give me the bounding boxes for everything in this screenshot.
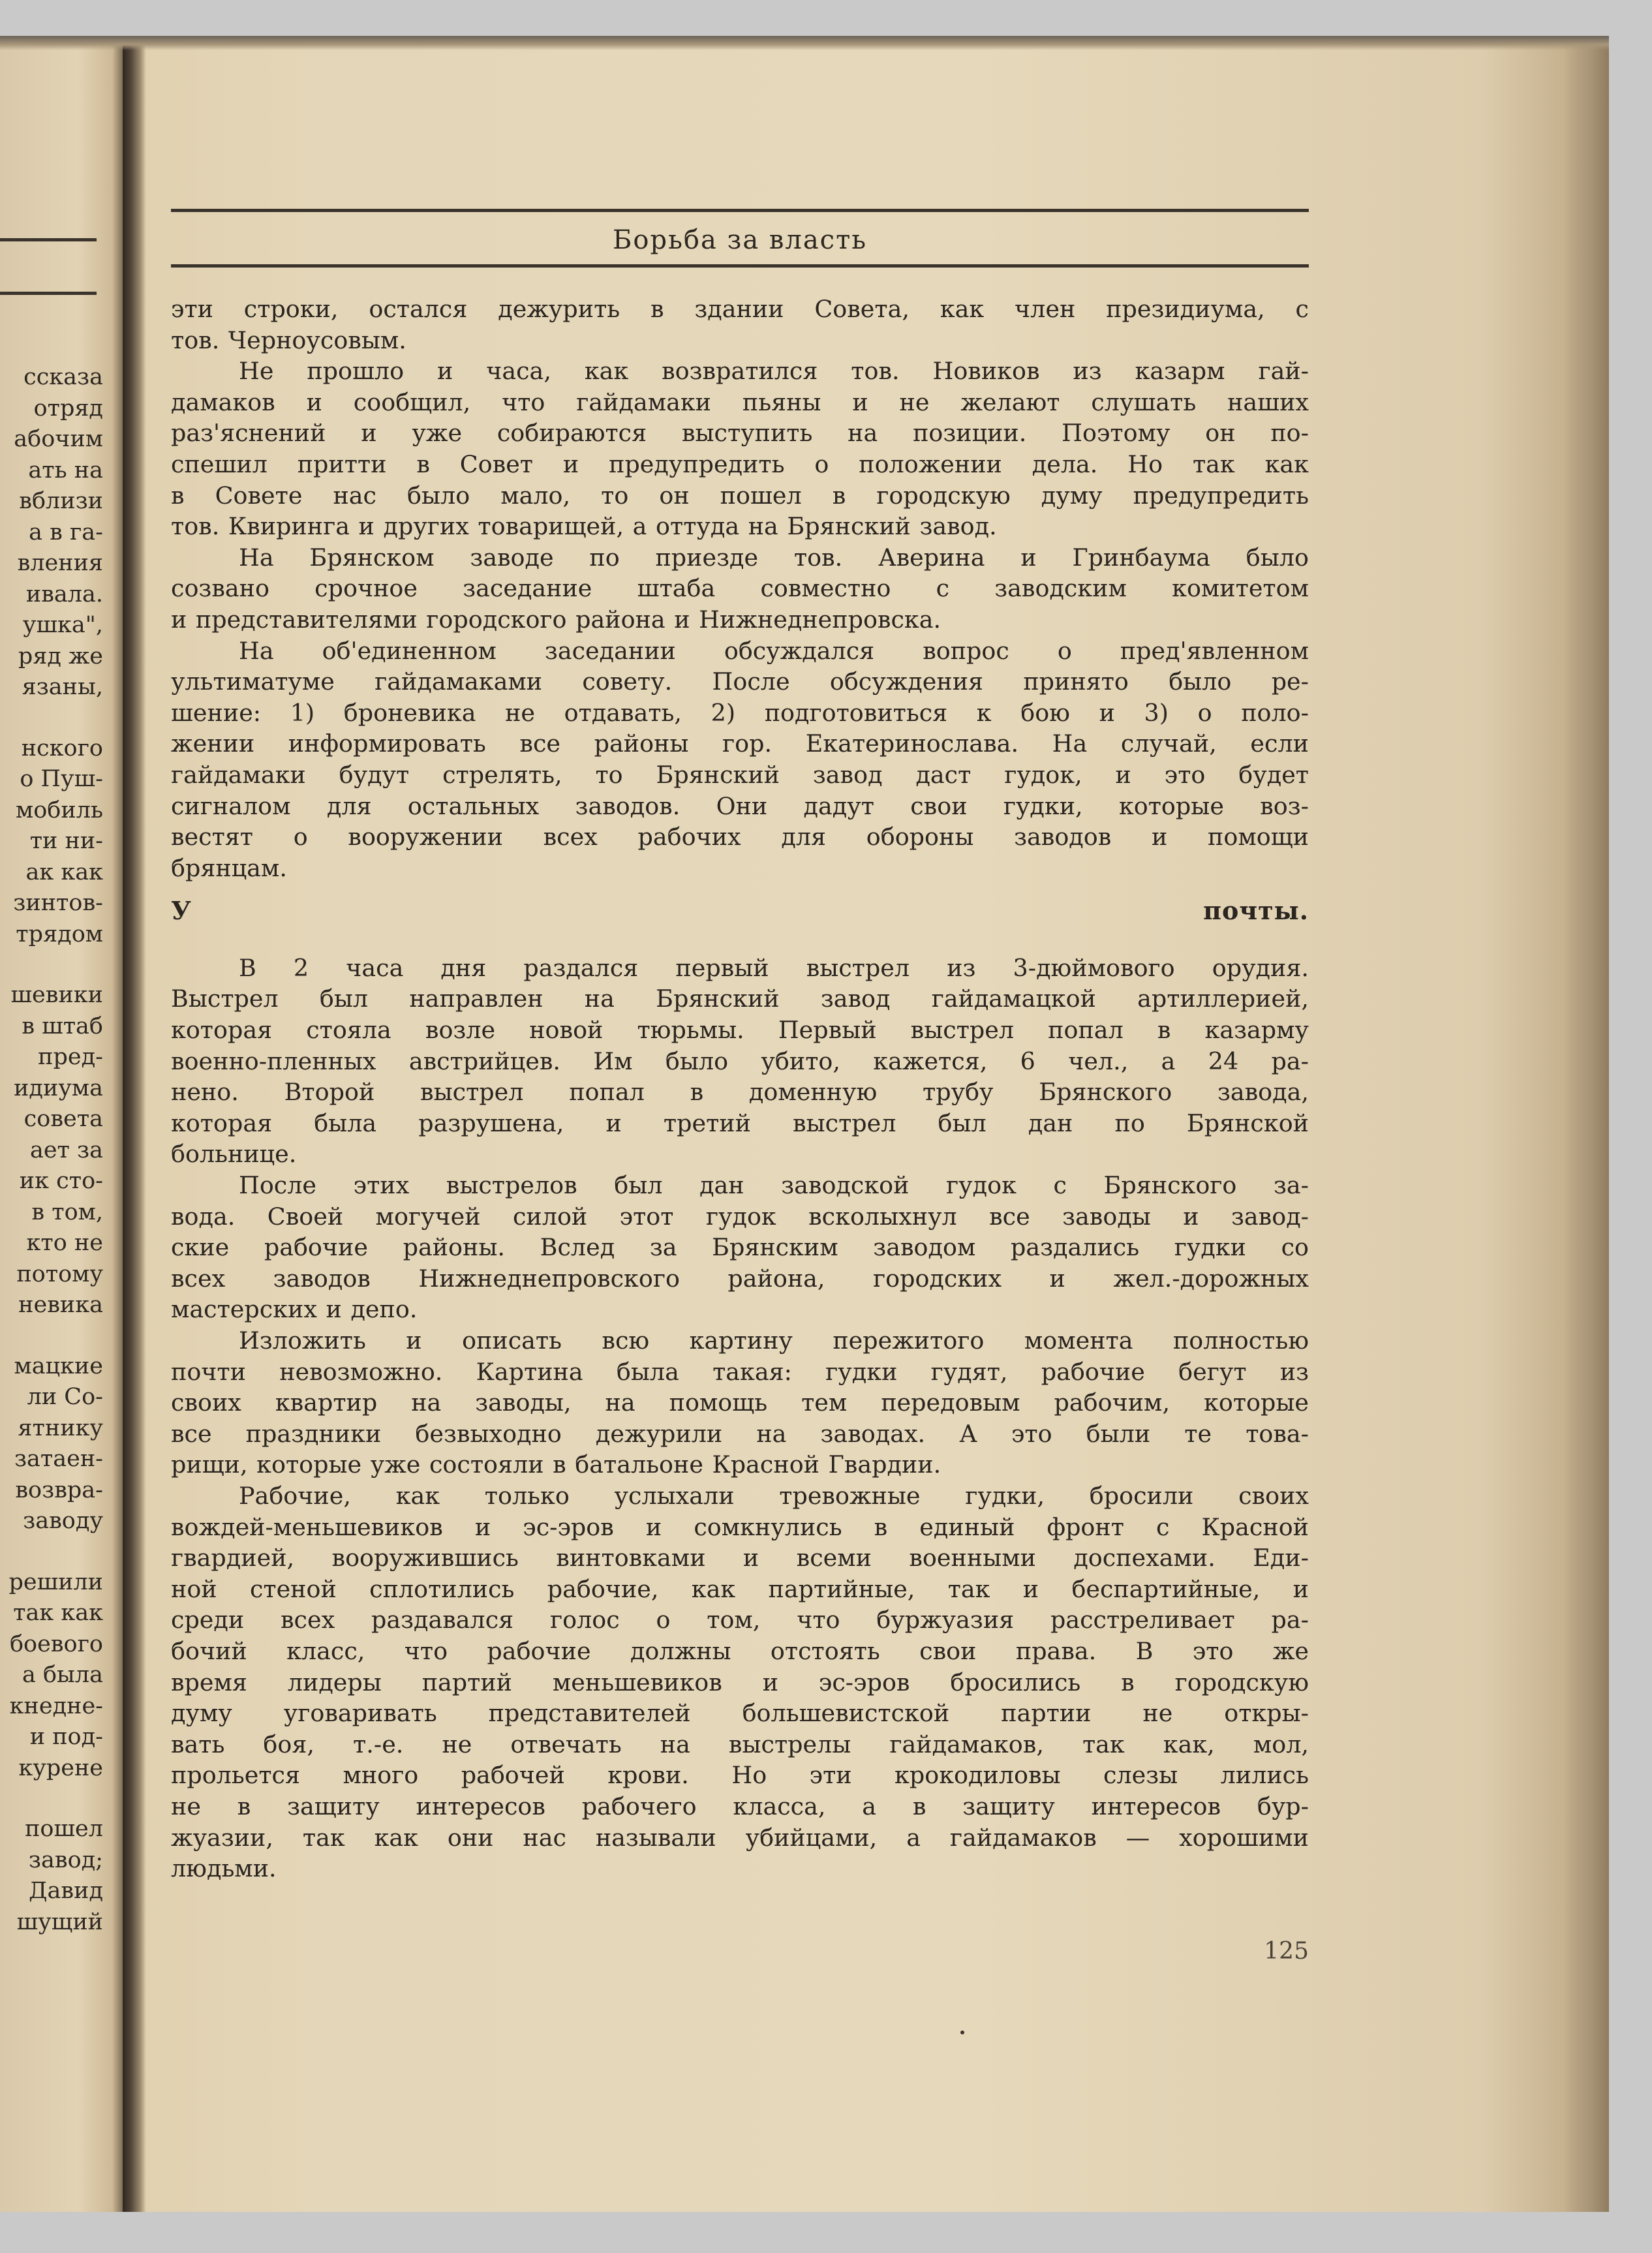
left-page-line: вления: [17, 550, 103, 576]
paragraph: [171, 294, 1309, 356]
text-line: прольется много рабочей крови. Но эти крокодиловы слезы лились: [171, 1761, 1309, 1790]
left-page-line: трядом: [16, 921, 103, 947]
text-line: время лидеры партий меньшевиков и эс-эров бросились в городскую: [171, 1668, 1309, 1696]
left-page-line: пред-: [38, 1044, 103, 1070]
running-title: Борьба за власть: [613, 225, 867, 255]
text-line: Рабочие, как только услыхали тревожные гудки, бросили своих: [239, 1481, 1309, 1510]
text-line: всех заводов Нижнеднепровского района, городских и жел.-дорожных: [171, 1264, 1309, 1293]
right-page: [171, 209, 1309, 1965]
left-page-line: боевого: [9, 1631, 103, 1657]
text-line: эти строки, остался дежурить в здании Совета, как член президиума, с: [171, 295, 1309, 323]
left-page-line: затаен-: [14, 1446, 103, 1472]
left-page-line: в штаб: [22, 1013, 103, 1039]
text-line: Изложить и описать всю картину пережитого момента полностью: [239, 1326, 1309, 1355]
left-page-line: ает за: [29, 1137, 103, 1163]
left-page-line: завод;: [28, 1847, 103, 1873]
text-line: сигналом для остальных заводов. Они дадут свои гудки, которые воз-: [171, 791, 1309, 820]
left-page-line: кто не: [26, 1230, 103, 1256]
text-line: жуазии, так как они нас называли убийцами, а гайдамаков — хорошими: [171, 1823, 1309, 1852]
left-page-line: ряд же: [18, 643, 103, 669]
text-line: ной стеной сплотились рабочие, как партийные, так и беспартийные, и: [171, 1574, 1309, 1603]
left-page-line: ак как: [25, 859, 103, 885]
left-page-text-fragments: [0, 362, 103, 1938]
left-page-line: невика: [18, 1292, 103, 1318]
text-line: которая стояла возле новой тюрьмы. Первый выстрел попал в казарму: [171, 1016, 1309, 1045]
text-line: вать боя, т.-е. не отвечать на выстрелы гайдамаков, так как, мол,: [171, 1730, 1309, 1758]
left-page-line: шевики: [10, 982, 103, 1008]
left-page-line: ивала.: [25, 581, 103, 607]
left-page-line: и под-: [29, 1724, 103, 1750]
left-page-line: решили: [8, 1569, 103, 1595]
text-line: больнице.: [171, 1140, 297, 1169]
paragraph: [171, 1325, 1309, 1480]
text-line: людьми.: [171, 1854, 277, 1883]
text-line: вождей-меньшевиков и эс-эров и сомкнулись в единый фронт с Красной: [171, 1512, 1309, 1541]
book-gutter: [123, 36, 146, 2212]
left-page-rule: [0, 238, 97, 241]
left-page-gap: [0, 1537, 103, 1567]
text-line: тов. Черноусовым.: [171, 326, 406, 354]
text-line: ские рабочие районы. Вслед за Брянским заводом раздались гудки со: [171, 1233, 1309, 1262]
left-page-line: идиума: [14, 1075, 103, 1101]
left-page-line: нского: [21, 735, 103, 761]
left-page-line: ать на: [28, 457, 103, 483]
text-line: раз'яснений и уже собираются выступить на позиции. Поэтому он по-: [171, 419, 1309, 448]
left-page-line: заводу: [23, 1508, 103, 1534]
left-page-line: потому: [16, 1261, 103, 1287]
left-page-rule: [0, 292, 97, 295]
left-page-line: мобиль: [16, 797, 103, 823]
text-line: почти невозможно. Картина была такая: гудки гудят, рабочие бегут из: [171, 1357, 1309, 1386]
left-page-line: ссказа: [23, 364, 103, 390]
left-page-line: ти ни-: [29, 828, 103, 854]
text-line: В 2 часа дня раздался первый выстрел из 3-дюймового орудия.: [239, 953, 1309, 982]
text-line: мастерских и депо.: [171, 1295, 418, 1324]
left-page-line: а в га-: [29, 519, 103, 545]
left-page-line: шущий: [16, 1908, 103, 1935]
paragraphs-before-section: [171, 294, 1309, 883]
left-page-line: отряд: [33, 395, 103, 421]
left-page-line: в том,: [31, 1199, 103, 1225]
left-page-line: кнедне-: [9, 1693, 103, 1719]
paragraph: [171, 542, 1309, 636]
left-page-line: абочим: [14, 426, 103, 452]
text-line: дамаков и сообщил, что гайдамаки пьяны и не желают слушать наших: [171, 388, 1309, 416]
text-line: рищи, которые уже состояли в батальоне Красной Гвардии.: [171, 1450, 941, 1479]
text-line: тов. Квиринга и других товарищей, а оттуда на Брянский завод.: [171, 512, 997, 541]
left-page-line: пошел: [25, 1816, 103, 1842]
print-speck: [960, 2031, 964, 2034]
left-page-line: ли Со-: [27, 1384, 103, 1410]
page-number: 125: [1264, 1938, 1309, 1965]
left-page-line: возвра-: [15, 1477, 103, 1503]
left-page-line: совета: [23, 1106, 103, 1132]
left-page-line: Давид: [29, 1878, 103, 1904]
paragraph: [171, 636, 1309, 884]
left-page-gap: [0, 950, 103, 980]
top-edge-shadow: [0, 36, 1609, 50]
text-line: На об'единенном заседании обсуждался вопрос о пред'явленном: [239, 636, 1309, 665]
left-page-line: а была: [22, 1662, 103, 1688]
left-page-line: ушка",: [22, 612, 103, 638]
left-page-line: так как: [13, 1600, 103, 1626]
text-line: гвардией, вооружившись винтовками и всеми военными доспехами. Еди-: [171, 1544, 1309, 1572]
text-line: Выстрел был направлен на Брянский завод гайдамацкой артиллерией,: [171, 985, 1309, 1013]
page-edge-shadow: [1563, 36, 1609, 2212]
section-title: У почты.: [171, 896, 1309, 926]
text-line: гайдамаки будут стрелять, то Брянский завод даст гудок, и это будет: [171, 760, 1309, 789]
paragraph: [171, 953, 1309, 1170]
text-line: созвано срочное заседание штаба совместно с заводским комитетом: [171, 574, 1309, 603]
text-line: среди всех раздавался голос о том, что буржуазия расстреливает ра-: [171, 1606, 1309, 1634]
left-page-line: вблизи: [19, 488, 103, 514]
text-line: своих квартир на заводы, на помощь тем передовым рабочим, которые: [171, 1388, 1309, 1417]
text-line: которая была разрушена, и третий выстрел был дан по Брянской: [171, 1109, 1309, 1137]
left-page-line: о Пуш-: [20, 766, 103, 792]
left-page-line: язаны,: [22, 674, 103, 700]
left-page-line: зинтов-: [13, 890, 103, 916]
left-page-line: курене: [18, 1755, 103, 1781]
text-line: думу уговаривать представителей большевистской партии не откры-: [171, 1699, 1309, 1728]
left-page-gap: [0, 1784, 103, 1814]
left-page-gap: [0, 1321, 103, 1351]
text-line: и представителями городского района и Нижнеднепровска.: [171, 605, 941, 634]
text-line: спешил притти в Совет и предупредить о положении дела. Но так как: [171, 450, 1309, 478]
text-line: все праздники безвыходно дежурили на заводах. А это были те това-: [171, 1419, 1309, 1448]
page-body: [171, 294, 1309, 1884]
header-rule-bottom: [171, 264, 1309, 268]
text-line: не в защиту интересов рабочего класса, а в защиту интересов бур-: [171, 1792, 1309, 1820]
paragraph: [171, 1480, 1309, 1884]
paragraph: [171, 356, 1309, 542]
text-line: военно-пленных австрийцев. Им было убито, кажется, 6 чел., а 24 ра-: [171, 1047, 1309, 1075]
paragraphs-after-section: [171, 953, 1309, 1884]
text-line: Не прошло и часа, как возвратился тов. Новиков из казарм гай-: [239, 357, 1309, 386]
left-page-gap: [0, 703, 103, 733]
text-line: ультиматуме гайдамаками совету. После обсуждения принято было ре-: [171, 667, 1309, 696]
text-line: в Совете нас было мало, то он пошел в городскую думу предупредить: [171, 481, 1309, 510]
text-line: вода. Своей могучей силой этот гудок всколыхнул все заводы и завод-: [171, 1202, 1309, 1231]
text-line: шение: 1) броневика не отдавать, 2) подготовиться к бою и 3) о поло-: [171, 698, 1309, 727]
left-page-line: ятнику: [18, 1415, 103, 1441]
text-line: жении информировать все районы гор. Екатеринослава. На случай, если: [171, 729, 1309, 758]
text-line: нено. Второй выстрел попал в доменную трубу Брянского завода,: [171, 1078, 1309, 1107]
text-line: вестят о вооружении всех рабочих для обороны заводов и помощи: [171, 823, 1309, 851]
left-page-line: мацкие: [14, 1353, 103, 1379]
left-page-line: ик сто-: [19, 1168, 103, 1194]
text-line: брянцам.: [171, 853, 287, 882]
text-line: бочий класс, что рабочие должны отстоять свои права. В это же: [171, 1636, 1309, 1665]
text-line: На Брянском заводе по приезде тов. Аверина и Гринбаума было: [239, 543, 1309, 572]
text-line: После этих выстрелов был дан заводской гудок с Брянского за-: [239, 1171, 1309, 1200]
paragraph: [171, 1170, 1309, 1325]
